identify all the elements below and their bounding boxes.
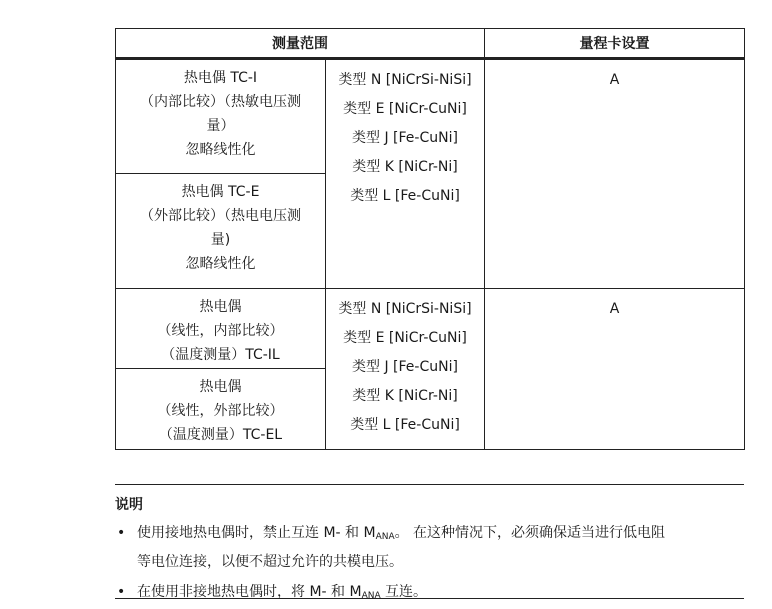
type-item: 类型 J [Fe-CuNi]	[352, 359, 458, 375]
range-line: 量）	[206, 118, 235, 134]
bullet-icon: •	[117, 584, 126, 600]
note-text: 互连。	[380, 584, 428, 600]
type-item: 类型 E [NiCr-CuNi]	[343, 101, 467, 117]
range-tc-e	[116, 174, 325, 288]
type-item: 类型 E [NiCr-CuNi]	[343, 330, 467, 346]
range-line: （线性，内部比较）	[157, 323, 284, 339]
note-section	[115, 484, 744, 609]
range-tc-i	[116, 60, 325, 174]
table-row	[116, 289, 745, 450]
type-item: 类型 K [NiCr-Ni]	[352, 388, 458, 404]
note-text: 。 在这种情况下，必须确保适当进行低电阻	[394, 525, 666, 541]
note-text: 使用接地热电偶时，禁止互连 M- 和 M	[137, 525, 376, 541]
type-item: 类型 N [NiCrSi-NiSi]	[338, 72, 472, 88]
divider	[115, 484, 744, 485]
note-text: 等电位连接，以便不超过允许的共模电压。	[137, 554, 403, 570]
type-item: 类型 L [Fe-CuNi]	[350, 417, 460, 433]
note-subscript: ANA	[361, 591, 381, 601]
type-item: 类型 N [NiCrSi-NiSi]	[338, 301, 472, 317]
note-subscript: ANA	[375, 532, 395, 542]
note-bullet	[115, 521, 744, 575]
range-cell	[116, 289, 326, 450]
range-line: 忽略线性化	[185, 256, 256, 272]
range-line: 热电偶 TC-E	[181, 184, 260, 200]
range-line: 热电偶	[199, 379, 242, 395]
range-tc-el	[116, 369, 325, 449]
note-title: 说明	[115, 497, 143, 513]
thermocouple-types-cell	[326, 59, 485, 289]
thermocouple-types-cell	[326, 289, 485, 450]
header-range-card-setting: 量程卡设置	[485, 29, 745, 59]
table-row	[116, 59, 745, 289]
bullet-icon: •	[117, 525, 126, 541]
range-card-setting-value: A	[485, 59, 745, 289]
type-item: 类型 K [NiCr-Ni]	[352, 159, 458, 175]
note-bullet	[115, 580, 744, 609]
type-item: 类型 L [Fe-CuNi]	[350, 188, 460, 204]
type-item: 类型 J [Fe-CuNi]	[352, 130, 458, 146]
range-line: （外部比较）（热电电压测	[140, 208, 301, 224]
measurement-table	[115, 28, 744, 450]
range-line: 忽略线性化	[185, 142, 256, 158]
range-line: （线性，外部比较）	[157, 403, 284, 419]
range-cell	[116, 59, 326, 289]
range-tc-il	[116, 289, 325, 369]
note-text: 在使用非接地热电偶时，将 M- 和 M	[137, 584, 362, 600]
divider	[115, 598, 744, 599]
range-line: 热电偶	[199, 299, 242, 315]
range-card-setting-value: A	[485, 289, 745, 450]
header-measurement-range: 测量范围	[116, 29, 485, 59]
range-line: （温度测量）TC-IL	[161, 347, 280, 363]
range-line: （内部比较）（热敏电压测	[140, 94, 301, 110]
range-line: 热电偶 TC-I	[183, 70, 258, 86]
range-line: 量)	[210, 232, 231, 248]
range-line: （温度测量）TC-EL	[158, 427, 283, 443]
